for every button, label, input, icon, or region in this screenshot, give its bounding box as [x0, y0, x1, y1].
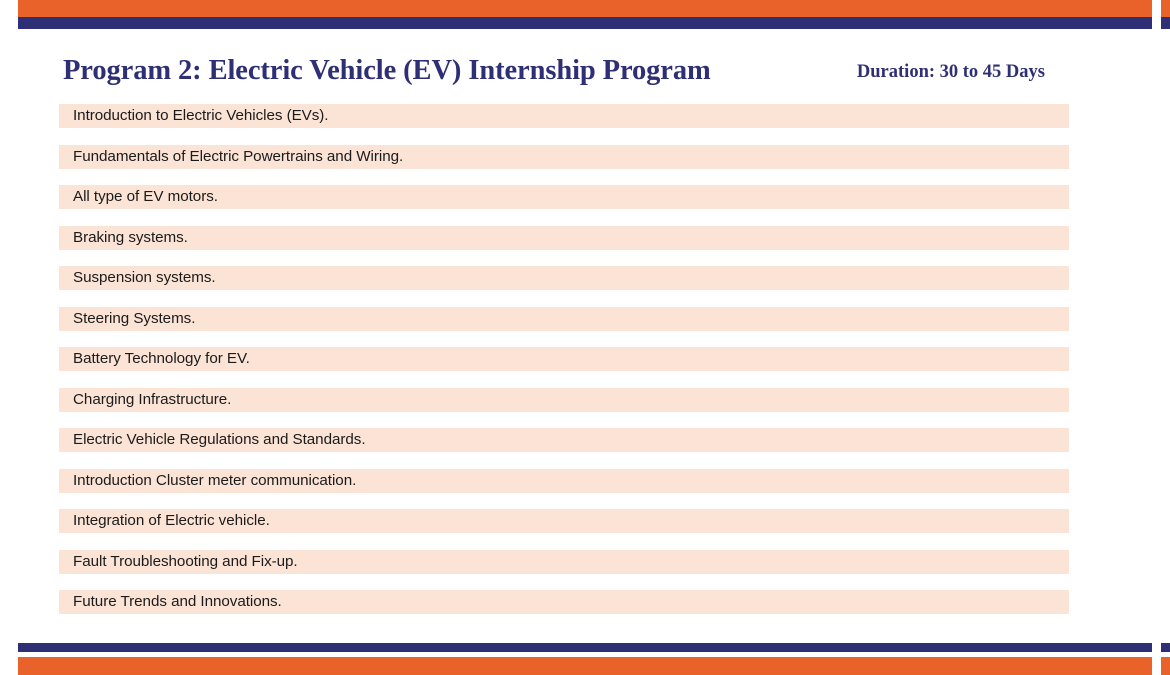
list-item	[59, 185, 1069, 209]
list-item	[59, 145, 1069, 169]
list-item	[59, 550, 1069, 574]
right-margin	[1152, 0, 1161, 675]
slide-content	[9, 29, 1161, 643]
list-item-label: Steering Systems.	[73, 309, 196, 327]
bottom-navy-band	[9, 643, 1170, 652]
topic-list	[59, 104, 1069, 631]
list-item-label: Electric Vehicle Regulations and Standards.	[73, 431, 366, 449]
top-navy-band	[9, 17, 1170, 29]
list-item	[59, 266, 1069, 290]
left-margin	[9, 0, 18, 675]
list-item-label: Fundamentals of Electric Powertrains and Wiring.	[73, 147, 404, 165]
list-item-label: Fault Troubleshooting and Fix-up.	[73, 552, 298, 570]
list-item	[59, 226, 1069, 250]
page-title: Program 2: Electric Vehicle (EV) Internship Program	[63, 55, 711, 86]
list-item	[59, 347, 1069, 371]
bottom-orange-band	[9, 657, 1170, 675]
list-item	[59, 428, 1069, 452]
top-orange-band	[9, 0, 1170, 17]
header-row	[63, 55, 1107, 89]
list-item-label: Integration of Electric vehicle.	[73, 512, 270, 530]
list-item-label: Braking systems.	[73, 228, 188, 246]
list-item-label: Battery Technology for EV.	[73, 350, 250, 368]
list-item-label: Future Trends and Innovations.	[73, 593, 282, 611]
list-item	[59, 388, 1069, 412]
list-item	[59, 307, 1069, 331]
list-item-label: Introduction to Electric Vehicles (EVs).	[73, 107, 329, 125]
list-item-label: All type of EV motors.	[73, 188, 218, 206]
list-item	[59, 590, 1069, 614]
duration-label: Duration: 30 to 45 Days	[856, 62, 1045, 82]
list-item-label: Introduction Cluster meter communication.	[73, 471, 357, 489]
list-item-label: Suspension systems.	[73, 269, 216, 287]
list-item	[59, 104, 1069, 128]
list-item	[59, 509, 1069, 533]
list-item	[59, 469, 1069, 493]
list-item-label: Charging Infrastructure.	[73, 390, 232, 408]
